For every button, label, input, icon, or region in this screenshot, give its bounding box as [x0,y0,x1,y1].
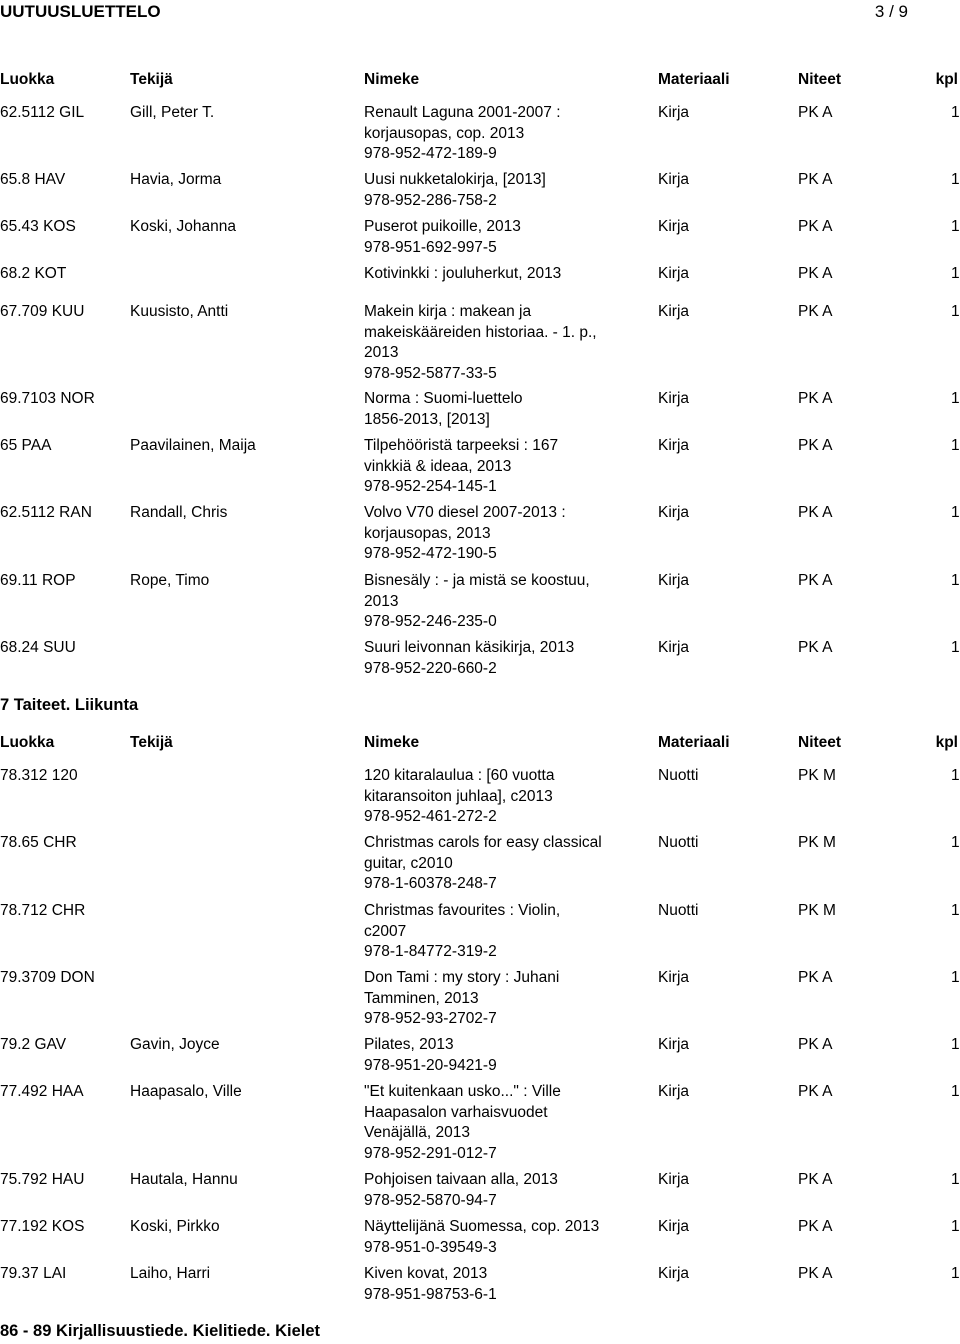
nimeke-line: c2007 [364,922,407,940]
row-materiaali: Kirja [658,303,690,320]
nimeke-line: Don Tami : my story : Juhani [364,969,560,986]
col-header-luokka: Luokka [0,71,55,88]
nimeke-line: Näyttelijänä Suomessa, cop. 2013 [364,1218,600,1235]
col-header-kpl: kpl [935,734,958,751]
row-niteet: PK A [798,303,833,320]
row-materiaali: Kirja [658,437,690,454]
nimeke-line: Venäjällä, 2013 [364,1124,471,1141]
row-tekija: Kuusisto, Antti [130,303,229,320]
nimeke-line: Pilates, 2013 [364,1036,454,1053]
nimeke-line: 2013 [364,592,399,610]
nimeke-line: 2013 [364,344,399,361]
nimeke-line: Makein kirja : makean ja [364,303,532,320]
nimeke-line: Volvo V70 diesel 2007-2013 : [364,504,566,521]
nimeke-line: Kiven kovat, 2013 [364,1265,488,1282]
row-materiaali: Kirja [658,572,690,589]
row-tekija: Haapasalo, Ville [130,1083,242,1100]
nimeke-line: Kotivinkki : jouluherkut, 2013 [364,265,562,282]
row-kpl: 1 [951,303,960,320]
nimeke-line: Pohjoisen taivaan alla, 2013 [364,1171,558,1188]
nimeke-line: Uusi nukketalokirja, [2013] [364,171,546,188]
row-luokka: 79.37 LAI [0,1265,67,1282]
section-title: 86 - 89 Kirjallisuustiede. Kielitiede. Kielet [0,1322,321,1340]
nimeke-line: vinkkiä & ideaa, 2013 [364,457,512,475]
row-luokka: 75.792 HAU [0,1171,85,1188]
row-niteet: PK A [798,218,833,235]
row-kpl: 1 [951,1036,960,1053]
page-title: UUTUUSLUETTELO [0,2,161,21]
row-kpl: 1 [951,834,960,851]
row-tekija: Gill, Peter T. [130,104,215,121]
row-nimeke [364,1217,626,1258]
row-niteet: PK A [798,390,833,407]
nimeke-line: 978-951-20-9421-9 [364,1056,497,1074]
nimeke-line: 978-952-291-012-7 [364,1144,497,1162]
row-tekija: Koski, Johanna [130,218,236,235]
col-header-nimeke: Nimeke [364,734,420,751]
nimeke-line: Renault Laguna 2001-2007 : [364,104,561,121]
row-nimeke [364,217,626,258]
row-luokka: 79.3709 DON [0,969,95,986]
row-niteet: PK A [798,1036,833,1053]
nimeke-line: 978-1-60378-248-7 [364,875,497,892]
nimeke-line: 978-952-93-2702-7 [364,1010,497,1027]
row-luokka: 77.492 HAA [0,1083,84,1100]
row-materiaali: Kirja [658,171,690,188]
nimeke-line: 978-952-286-758-2 [364,191,497,209]
row-kpl: 1 [951,969,960,986]
nimeke-line: Suuri leivonnan käsikirja, 2013 [364,639,575,656]
col-header-materiaali: Materiaali [658,734,730,751]
nimeke-line: korjausopas, cop. 2013 [364,124,525,142]
row-niteet: PK A [798,104,833,121]
row-luokka: 78.65 CHR [0,834,77,851]
row-materiaali: Nuotti [658,902,699,919]
col-header-niteet: Niteet [798,734,842,751]
row-kpl: 1 [951,104,960,121]
row-kpl: 1 [951,902,960,919]
row-tekija: Randall, Chris [130,504,228,521]
row-kpl: 1 [951,437,960,454]
row-nimeke [364,264,626,285]
row-tekija: Laiho, Harri [130,1265,211,1282]
row-kpl: 1 [951,218,960,235]
row-nimeke [364,1035,626,1076]
row-materiaali: Nuotti [658,767,699,784]
row-materiaali: Kirja [658,265,690,282]
nimeke-line: 978-951-692-997-5 [364,238,497,256]
row-niteet: PK M [798,902,836,919]
row-niteet: PK A [798,171,833,188]
nimeke-line: 978-1-84772-319-2 [364,943,497,960]
col-header-nimeke: Nimeke [364,71,420,88]
nimeke-line: 978-952-5877-33-5 [364,364,497,382]
nimeke-line: Norma : Suomi-luettelo [364,390,523,407]
row-luokka: 65.8 HAV [0,171,66,188]
row-luokka: 69.7103 NOR [0,390,95,407]
row-luokka: 68.2 KOT [0,265,67,282]
row-niteet: PK A [798,1265,833,1282]
row-nimeke [364,1082,626,1164]
row-niteet: PK A [798,969,833,986]
nimeke-line: korjausopas, 2013 [364,524,491,542]
row-kpl: 1 [951,1265,960,1282]
row-luokka: 65 PAA [0,437,52,454]
row-kpl: 1 [951,1218,960,1235]
row-nimeke [364,103,626,165]
nimeke-line: 978-952-220-660-2 [364,659,497,677]
row-tekija: Gavin, Joyce [130,1036,220,1053]
col-header-tekija: Tekijä [130,734,173,751]
nimeke-line: Tilpehööristä tarpeeksi : 167 [364,437,559,454]
row-nimeke [364,766,626,828]
row-nimeke [364,302,626,384]
nimeke-line: 978-951-98753-6-1 [364,1285,497,1303]
row-nimeke [364,833,626,895]
row-niteet: PK M [798,834,836,851]
row-luokka: 78.312 120 [0,767,78,784]
row-materiaali: Kirja [658,1036,690,1053]
row-luokka: 79.2 GAV [0,1036,67,1053]
row-niteet: PK A [798,1171,833,1188]
row-tekija: Hautala, Hannu [130,1171,238,1188]
row-luokka: 78.712 CHR [0,902,86,919]
row-luokka: 67.709 KUU [0,303,85,320]
row-niteet: PK M [798,767,836,784]
row-materiaali: Kirja [658,1171,690,1188]
nimeke-line: Christmas favourites : Violin, [364,902,561,919]
row-kpl: 1 [951,504,960,521]
col-header-niteet: Niteet [798,71,842,88]
row-nimeke [364,1264,626,1305]
nimeke-line: 120 kitaralaulua : [60 vuotta [364,767,555,784]
row-luokka: 77.192 KOS [0,1218,85,1235]
row-materiaali: Kirja [658,1083,690,1100]
nimeke-line: Puserot puikoille, 2013 [364,218,521,235]
row-niteet: PK A [798,1218,833,1235]
row-tekija: Paavilainen, Maija [130,437,256,454]
nimeke-line: Christmas carols for easy classical [364,834,602,851]
row-materiaali: Kirja [658,969,690,986]
row-tekija: Koski, Pirkko [130,1218,220,1235]
row-niteet: PK A [798,504,833,521]
row-nimeke [364,436,626,498]
row-nimeke [364,968,626,1030]
row-kpl: 1 [951,572,960,589]
col-header-tekija: Tekijä [130,71,173,88]
row-nimeke [364,1170,626,1211]
nimeke-line: 1856-2013, [2013] [364,410,490,428]
page-number: 3 / 9 [874,2,908,21]
row-niteet: PK A [798,639,833,656]
row-kpl: 1 [951,390,960,407]
row-kpl: 1 [951,767,960,784]
row-nimeke [364,571,626,633]
row-luokka: 69.11 ROP [0,572,76,589]
row-materiaali: Kirja [658,1218,690,1235]
row-niteet: PK A [798,437,833,454]
row-kpl: 1 [951,1083,960,1100]
nimeke-line: Bisnesäly : - ja mistä se koostuu, [364,572,590,589]
nimeke-line: Haapasalon varhaisvuodet [364,1103,548,1121]
row-materiaali: Kirja [658,390,690,407]
row-tekija: Rope, Timo [130,572,210,589]
nimeke-line: kitaransoiton juhlaa], c2013 [364,787,553,805]
col-header-kpl: kpl [935,71,958,88]
nimeke-line: guitar, c2010 [364,854,453,872]
row-materiaali: Kirja [658,218,690,235]
row-tekija: Havia, Jorma [130,171,222,188]
row-niteet: PK A [798,265,833,282]
nimeke-line: 978-952-461-272-2 [364,808,497,825]
row-nimeke [364,503,626,565]
row-materiaali: Nuotti [658,834,699,851]
row-luokka: 62.5112 GIL [0,104,85,121]
row-luokka: 68.24 SUU [0,639,76,656]
row-nimeke [364,638,626,679]
row-materiaali: Kirja [658,639,690,656]
row-materiaali: Kirja [658,104,690,121]
nimeke-line: 978-952-246-235-0 [364,613,497,630]
nimeke-line: makeiskääreiden historiaa. - 1. p., [364,323,597,341]
row-nimeke [364,389,626,430]
nimeke-line: 978-952-472-189-9 [364,145,497,162]
col-header-luokka: Luokka [0,734,55,751]
row-kpl: 1 [951,265,960,282]
nimeke-line: "Et kuitenkaan usko..." : Ville [364,1083,561,1100]
row-materiaali: Kirja [658,504,690,521]
nimeke-line: 978-952-254-145-1 [364,478,497,495]
row-niteet: PK A [798,572,833,589]
row-luokka: 62.5112 RAN [0,504,92,521]
row-niteet: PK A [798,1083,833,1100]
row-nimeke [364,901,626,963]
row-luokka: 65.43 KOS [0,218,76,235]
nimeke-line: 978-952-472-190-5 [364,545,497,562]
row-kpl: 1 [951,171,960,188]
row-kpl: 1 [951,1171,960,1188]
section-title: 7 Taiteet. Liikunta [0,696,139,714]
nimeke-line: Tamminen, 2013 [364,989,479,1007]
row-nimeke [364,170,626,211]
row-kpl: 1 [951,639,960,656]
col-header-materiaali: Materiaali [658,71,730,88]
row-materiaali: Kirja [658,1265,690,1282]
nimeke-line: 978-951-0-39549-3 [364,1238,497,1256]
nimeke-line: 978-952-5870-94-7 [364,1191,497,1209]
